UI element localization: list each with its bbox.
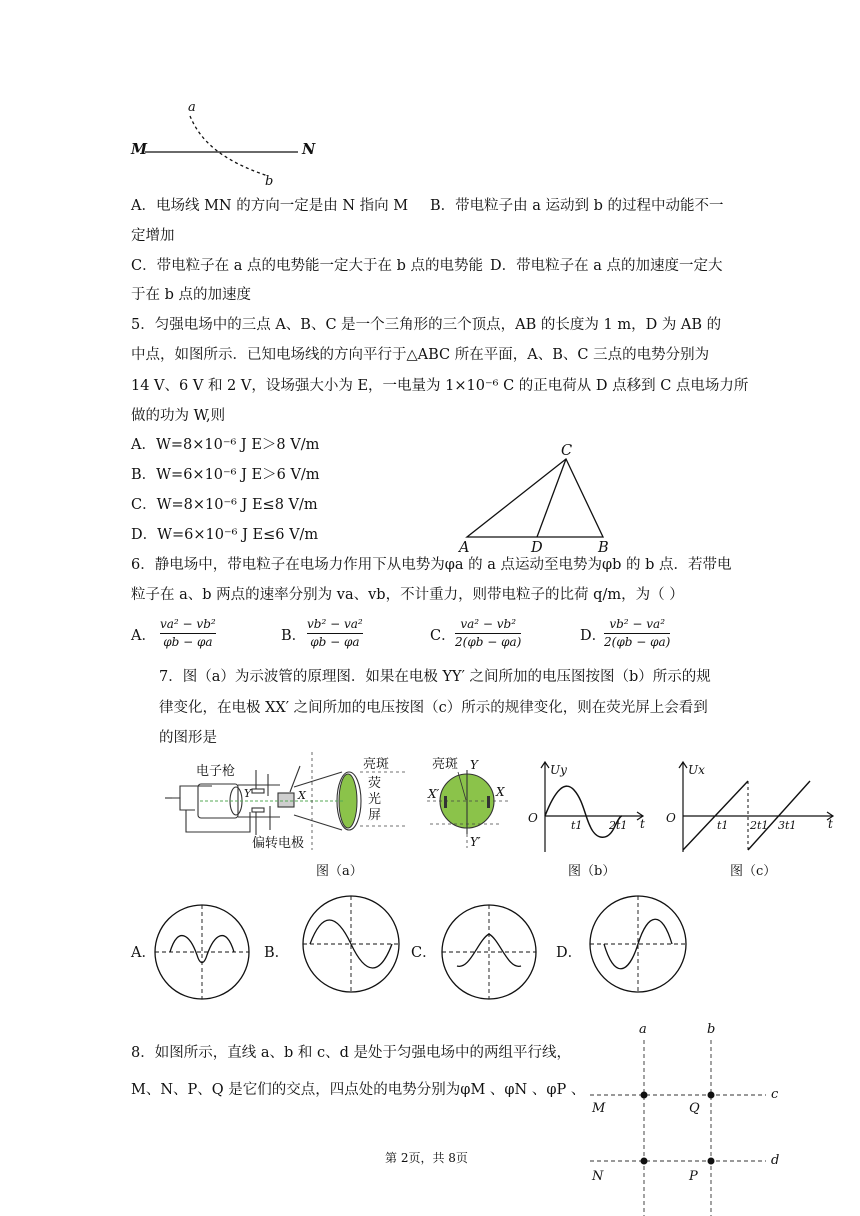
uy-2t1-label: 2t1 bbox=[609, 819, 628, 832]
q7-option-a: A． bbox=[131, 945, 156, 961]
q6-fraction-d bbox=[604, 617, 670, 650]
fraction-b-denominator: φb − φa bbox=[310, 635, 360, 649]
fraction-d-denominator: 2(φb − φa) bbox=[604, 635, 671, 649]
q6-option-c: C． bbox=[430, 628, 456, 644]
q6-option-b: B． bbox=[281, 628, 307, 644]
fraction-c-denominator: 2(φb − φa) bbox=[455, 635, 522, 649]
point-p-label: P bbox=[689, 1169, 698, 1184]
triangle-c-label: C bbox=[561, 443, 573, 459]
q6-fraction-b bbox=[307, 617, 363, 650]
q4-option-b-cont: 定增加 bbox=[131, 228, 175, 244]
fraction-a-denominator: φb − φa bbox=[163, 635, 213, 649]
ux-origin-label: O bbox=[666, 811, 676, 825]
q4-option-d-cont: 于在 b 点的加速度 bbox=[131, 287, 251, 303]
q4-option-c: C．带电粒子在 a 点的电势能一定大于在 b 点的电势能 bbox=[131, 258, 483, 274]
point-n-label: N bbox=[302, 141, 316, 158]
fraction-d-numerator: vb² − va² bbox=[609, 617, 666, 631]
figure-a-caption: 图（a） bbox=[316, 864, 363, 879]
q6-option-a: A． bbox=[131, 628, 156, 644]
fraction-c-numerator: va² − vb² bbox=[460, 617, 517, 631]
point-b-label: b bbox=[265, 174, 274, 189]
plate-y-label: Y bbox=[244, 787, 252, 800]
figure-b-caption: 图（b） bbox=[568, 864, 616, 879]
ux-3t1-label: 3t1 bbox=[778, 819, 797, 832]
q5-line-1: 5．匀强电场中的三点 A、B、C 是一个三角形的三个顶点，AB 的长度为 1 m，D 为 AB 的 bbox=[131, 317, 722, 333]
point-n-q8-label: N bbox=[592, 1169, 604, 1184]
ux-t-label: t bbox=[828, 817, 833, 831]
q7-line-2: 律变化，在电极 XX′ 之间所加的电压按图（c）所示的规律变化，则在荧光屏上会看到 bbox=[159, 700, 708, 716]
fraction-b-numerator: vb² − va² bbox=[307, 617, 363, 631]
screen-y-label: Y bbox=[470, 758, 478, 772]
screen-char-3: 屏 bbox=[368, 808, 382, 823]
point-m-q8-label: M bbox=[592, 1101, 606, 1116]
deflection-electrode-label: 偏转电极 bbox=[252, 836, 305, 851]
q5-option-a: A．W=8×10⁻⁶ J E＞8 V/m bbox=[131, 437, 320, 453]
figure-c-caption: 图（c） bbox=[730, 864, 777, 879]
plate-x-label: X bbox=[298, 789, 306, 802]
line-c-label: c bbox=[771, 1087, 779, 1102]
ux-axis-label: Ux bbox=[688, 763, 705, 777]
q6-line-1: 6．静电场中，带电粒子在电场力作用下从电势为φa 的 a 点运动至电势为φb 的 b 点．若带电 bbox=[131, 557, 732, 573]
uy-t1-label: t1 bbox=[571, 819, 583, 832]
point-a-label: a bbox=[188, 100, 196, 115]
triangle-b-label: B bbox=[598, 540, 609, 556]
line-b-label: b bbox=[707, 1022, 716, 1037]
screen-char-2: 光 bbox=[368, 792, 382, 807]
q7-option-c: C． bbox=[411, 945, 437, 961]
line-d-label: d bbox=[771, 1153, 780, 1168]
uy-origin-label: O bbox=[528, 811, 538, 825]
q6-fraction-c bbox=[455, 617, 521, 650]
uy-axis-label: Uy bbox=[550, 763, 567, 777]
q7-line-3: 的图形是 bbox=[159, 730, 217, 746]
option-d-screen bbox=[590, 896, 686, 992]
q8-line-2: M、N、P、Q 是它们的交点，四点处的电势分别为φM 、φN 、φP 、 bbox=[131, 1082, 586, 1098]
q4-option-b: B．带电粒子由 a 运动到 b 的过程中动能不一 bbox=[430, 198, 724, 214]
q8-line-1: 8．如图所示，直线 a、b 和 c、d 是处于匀强电场中的两组平行线， bbox=[131, 1045, 571, 1061]
q5-option-d: D．W=6×10⁻⁶ J E≤6 V/m bbox=[131, 527, 319, 543]
option-c-screen bbox=[442, 905, 536, 999]
q5-line-4: 做的功为 W,则 bbox=[131, 408, 226, 424]
q6-line-2: 粒子在 a、b 两点的速率分别为 va、vb，不计重力，则带电粒子的比荷 q/m，为（ ） bbox=[131, 587, 684, 603]
uy-t-label: t bbox=[640, 817, 645, 831]
q5-option-c: C．W=8×10⁻⁶ J E≤8 V/m bbox=[131, 497, 318, 513]
screen-char-1: 荧 bbox=[368, 776, 382, 791]
q7-option-b: B． bbox=[264, 945, 290, 961]
triangle-a-label: A bbox=[459, 540, 470, 556]
electron-gun-label: 电子枪 bbox=[196, 764, 236, 779]
q5-option-b: B．W=6×10⁻⁶ J E＞6 V/m bbox=[131, 467, 320, 483]
q5-line-3: 14 V、6 V 和 2 V，设场强大小为 E，一电量为 1×10⁻⁶ C 的正电荷从 D 点移到 C 点电场力所 bbox=[131, 378, 749, 394]
screen-y-prime-label: Y′ bbox=[470, 835, 481, 849]
line-a-label: a bbox=[639, 1022, 647, 1037]
option-a-screen bbox=[155, 905, 249, 999]
q7-option-d: D． bbox=[556, 945, 583, 961]
option-b-screen bbox=[303, 896, 399, 992]
q6-option-d: D． bbox=[580, 628, 607, 644]
q6-fraction-a bbox=[160, 617, 216, 650]
point-m-label: M bbox=[131, 141, 148, 158]
page-footer: 第 2页，共 8页 bbox=[385, 1151, 468, 1165]
screen-x-label: X bbox=[496, 785, 505, 799]
point-q-label: Q bbox=[689, 1101, 700, 1116]
bright-spot-label-b: 亮斑 bbox=[432, 757, 459, 772]
q4-option-d: D．带电粒子在 a 点的加速度一定大 bbox=[490, 258, 723, 274]
ux-t1-label: t1 bbox=[717, 819, 729, 832]
q5-line-2: 中点，如图所示．已知电场线的方向平行于△ABC 所在平面，A、B、C 三点的电势分别为 bbox=[131, 347, 710, 363]
triangle-d-label: D bbox=[531, 540, 543, 556]
bright-spot-label-a: 亮斑 bbox=[363, 757, 390, 772]
ux-2t1-label: 2t1 bbox=[750, 819, 769, 832]
q4-option-a: A．电场线 MN 的方向一定是由 N 指向 M bbox=[131, 198, 409, 214]
screen-x-prime-label: X′ bbox=[428, 787, 440, 801]
fraction-a-numerator: va² − vb² bbox=[160, 617, 216, 631]
q7-line-1: 7．图（a）为示波管的原理图．如果在电极 YY′ 之间所加的电压图按图（b）所示的规 bbox=[159, 669, 711, 685]
